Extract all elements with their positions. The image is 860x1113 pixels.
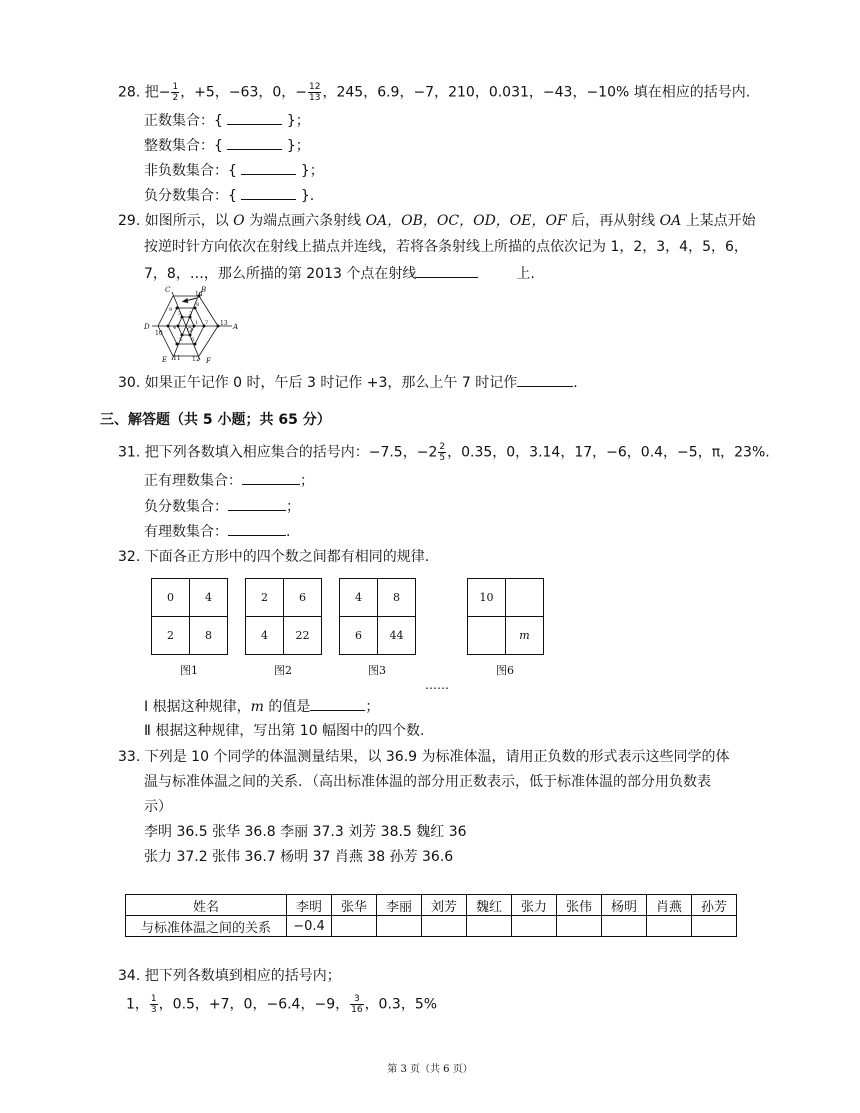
grid-cell: 2 (167, 629, 174, 642)
label-9: 9 (169, 307, 173, 313)
answer-blank[interactable] (241, 160, 296, 175)
label-o: O (187, 327, 192, 334)
q28-frac-half (171, 82, 179, 103)
ellipsis: …… (425, 678, 449, 692)
set-close: ； (286, 499, 300, 515)
q29-line3 (144, 263, 535, 284)
table-cell[interactable] (422, 916, 467, 937)
q34-stem: 34. 把下列各数填到相应的括号内； (118, 968, 341, 984)
label-b: B (201, 286, 207, 294)
q29-text: 29. 如图所示，以 (118, 213, 234, 229)
frac-den: 3 (150, 1005, 157, 1015)
set-label: 整数集合：{ (144, 138, 223, 154)
label-c: C (165, 286, 171, 294)
grid-cell: 8 (205, 629, 212, 642)
table-cell: 杨明 (602, 895, 647, 916)
q31-frac-2-5 (438, 442, 446, 463)
table-row (126, 916, 737, 937)
answer-blank[interactable] (416, 263, 478, 278)
frac-den: 2 (172, 93, 179, 103)
answer-blank[interactable] (241, 185, 296, 200)
set-close: . (286, 524, 291, 540)
label-6: 6 (191, 337, 195, 343)
number-grid-1 (151, 578, 228, 655)
table-cell: 张伟 (557, 895, 602, 916)
table-cell[interactable] (332, 916, 377, 937)
table-cell: 姓名 (126, 895, 287, 916)
q34-text: ，0.3，5% (364, 996, 438, 1013)
grid-cell: m (519, 629, 530, 642)
q33-data2: 张力 37.2 张伟 36.7 杨明 37 肖燕 38 孙芳 36.6 (144, 849, 454, 865)
answer-blank[interactable] (517, 372, 573, 387)
table-cell[interactable] (557, 916, 602, 937)
q28-stem (118, 82, 750, 103)
table-cell: 肖燕 (647, 895, 692, 916)
label-8: 8 (196, 302, 200, 308)
q30-line (118, 372, 578, 393)
answer-blank[interactable] (227, 135, 282, 150)
set-label: 负分数集合：{ (144, 188, 237, 204)
point-4 (177, 325, 180, 328)
number-grid-3 (339, 578, 416, 655)
q28-frac-12-13 (308, 82, 321, 103)
grid-cell: 10 (479, 591, 494, 604)
q28-minus: − (158, 84, 171, 101)
q33-line3: 示） (144, 799, 172, 815)
q32-var-m: m (250, 699, 264, 715)
q30-end: . (573, 375, 578, 391)
frac-num: 2 (439, 442, 446, 452)
grid-cell: 4 (261, 629, 268, 642)
q29-line1 (118, 211, 756, 231)
set-label: 非负数集合：{ (144, 163, 237, 179)
answer-blank[interactable] (310, 696, 365, 711)
set-label: 负分数集合： (144, 499, 228, 515)
q32-part2: Ⅱ 根据这种规律，写出第 10 幅图中的四个数. (144, 723, 425, 739)
q29-rays: OA，OB，OC，OD，OE，OF (365, 213, 567, 229)
grid-caption: 图2 (274, 664, 292, 677)
hexagon-ray-figure (140, 284, 240, 366)
temperature-table (125, 894, 737, 937)
q28-set-nonneg (144, 160, 324, 181)
q31-text: 31. 把下列各数填入相应集合的括号内：−7.5，−2 (118, 444, 438, 461)
frac-num: 1 (150, 994, 157, 1004)
grid-cell: 6 (299, 591, 306, 604)
frac-num: 12 (309, 82, 321, 92)
arrow-head-icon (183, 299, 188, 303)
label-f: F (206, 357, 211, 365)
answer-blank[interactable] (227, 110, 282, 125)
q31-set-posrational (144, 470, 314, 491)
frac-num: 3 (350, 994, 363, 1005)
table-header-row (126, 895, 737, 916)
q29-line2 (144, 237, 748, 257)
q31-set-rational (144, 521, 290, 542)
grid-caption: 图1 (180, 664, 198, 677)
grid-cell: 2 (261, 591, 268, 604)
grid-cell: 44 (389, 629, 404, 642)
label-11: 11 (173, 355, 181, 362)
grid-cell: 4 (205, 591, 212, 604)
q31-text: ，0.35，0，3.14，17，−6，0.4，−5，π，23%. (447, 444, 770, 461)
q29-text: 上某点开始 (681, 213, 756, 229)
q29-point-o: O (233, 213, 245, 229)
q34-frac-1-3 (150, 994, 158, 1015)
q32-text: Ⅰ 根据这种规律， (144, 699, 251, 715)
point-10 (167, 325, 170, 328)
q28-set-positive (144, 110, 310, 131)
table-cell: 张华 (332, 895, 377, 916)
table-cell[interactable] (647, 916, 692, 937)
label-2: 2 (189, 311, 193, 317)
ray-oc (172, 292, 186, 326)
q32-part1 (144, 696, 379, 717)
grid-cell: 0 (167, 591, 174, 604)
point-9 (176, 307, 179, 310)
frac-den: 13 (309, 93, 321, 103)
page-footer: 第 3 页（共 6 页） (387, 1064, 473, 1075)
table-cell: 孙芳 (692, 895, 737, 916)
table-cell[interactable] (692, 916, 737, 937)
table-cell[interactable] (602, 916, 647, 937)
table-cell: 李明 (287, 895, 332, 916)
q34-text: ，0.5，+7，0，−6.4，−9， (158, 996, 350, 1013)
label-3: 3 (178, 311, 182, 317)
set-close: }； (286, 138, 310, 154)
set-label: 正数集合：{ (144, 113, 223, 129)
q29-text: 后，再从射线 (566, 213, 660, 229)
answer-blank[interactable] (228, 521, 286, 536)
q29-text: 7，8，…，那么所描的第 2013 个点在射线 (144, 266, 417, 282)
grid-cell: 4 (355, 591, 362, 604)
q34-text: 1， (126, 996, 149, 1013)
table-cell: 张力 (512, 895, 557, 916)
frac-den: 5 (439, 453, 446, 463)
q31-stem (118, 442, 770, 463)
q29-text: 为端点画六条射线 (244, 213, 366, 229)
grid-caption: 图3 (368, 664, 386, 677)
number-grid-2 (245, 578, 322, 655)
set-close: }. (300, 188, 315, 204)
set-label: 正有理数集合： (144, 473, 242, 489)
q28-prefix: 28. 把 (118, 84, 159, 101)
q29-text: 上. (516, 266, 535, 282)
label-5: 5 (179, 337, 183, 343)
label-7: 7 (205, 320, 209, 326)
q28-nums-a: ，+5，−63，0，− (180, 84, 308, 101)
grid-cell: 8 (393, 591, 400, 604)
label-4: 4 (173, 325, 177, 331)
q32-text: 的值是 (263, 699, 311, 715)
answer-blank[interactable] (242, 470, 300, 485)
table-cell[interactable] (512, 916, 557, 937)
section-heading: 三、解答题（共 5 小题；共 65 分） (100, 412, 331, 428)
table-cell: 李丽 (377, 895, 422, 916)
answer-blank[interactable] (228, 496, 286, 511)
table-cell[interactable]: −0.4 (287, 916, 332, 937)
q33-line1: 33. 下列是 10 个同学的体温测量结果，以 36.9 为标准体温，请用正负数的形式表示这些同学的体 (118, 749, 730, 765)
label-12: 12 (192, 356, 200, 363)
table-cell: 刘芳 (422, 895, 467, 916)
q33-data1: 李明 36.5 张华 36.8 李丽 37.3 刘芳 38.5 魏红 36 (144, 824, 467, 840)
q34-numbers (126, 994, 437, 1015)
q32-stem: 32. 下面各正方形中的四个数之间都有相同的规律. (118, 549, 430, 565)
q28-set-integer (144, 135, 310, 156)
grid-cell (506, 579, 543, 616)
grid-caption: 图6 (496, 664, 514, 677)
q28-nums-b: ，245，6.9，−7，210，0.031，−43，−10% 填在相应的括号内. (322, 84, 751, 101)
table-cell[interactable] (377, 916, 422, 937)
q31-set-negfrac (144, 496, 300, 517)
q32-text: ； (365, 699, 380, 715)
q28-set-negfrac (144, 185, 314, 206)
label-1: 1 (195, 320, 199, 326)
set-label: 有理数集合： (144, 524, 228, 540)
label-e: E (162, 356, 168, 364)
table-cell: 魏红 (467, 895, 512, 916)
label-14: 14 (195, 291, 203, 298)
set-close: ； (300, 473, 314, 489)
table-cell: 与标准体温之间的关系 (126, 916, 287, 937)
q33-line2: 温与标准体温之间的关系．（高出标准体温的部分用正数表示，低于标准体温的部分用负数表 (144, 774, 711, 790)
frac-den: 16 (351, 1005, 363, 1015)
q29-ray-oa: OA (659, 213, 682, 229)
q30-text: 30. 如果正午记作 0 时，午后 3 时记作 +3，那么上午 7 时记作 (118, 375, 518, 391)
q34-frac-3-16 (350, 994, 363, 1015)
table-cell[interactable] (467, 916, 512, 937)
label-a: A (233, 323, 239, 331)
number-grid-6 (467, 578, 544, 655)
set-close: }； (286, 113, 310, 129)
grid-cell (468, 617, 505, 654)
set-close: }； (300, 163, 324, 179)
frac-num: 1 (172, 82, 179, 92)
label-d: D (144, 323, 150, 331)
grid-cell: 6 (355, 629, 362, 642)
grid-cell: 22 (295, 629, 310, 642)
q29-text: 按逆时针方向依次在射线上描点并连线，若将各条射线上所描的点依次记为 1，2，3，4，5，6， (144, 239, 748, 255)
label-10: 10 (155, 330, 163, 337)
label-13: 13 (220, 320, 228, 327)
